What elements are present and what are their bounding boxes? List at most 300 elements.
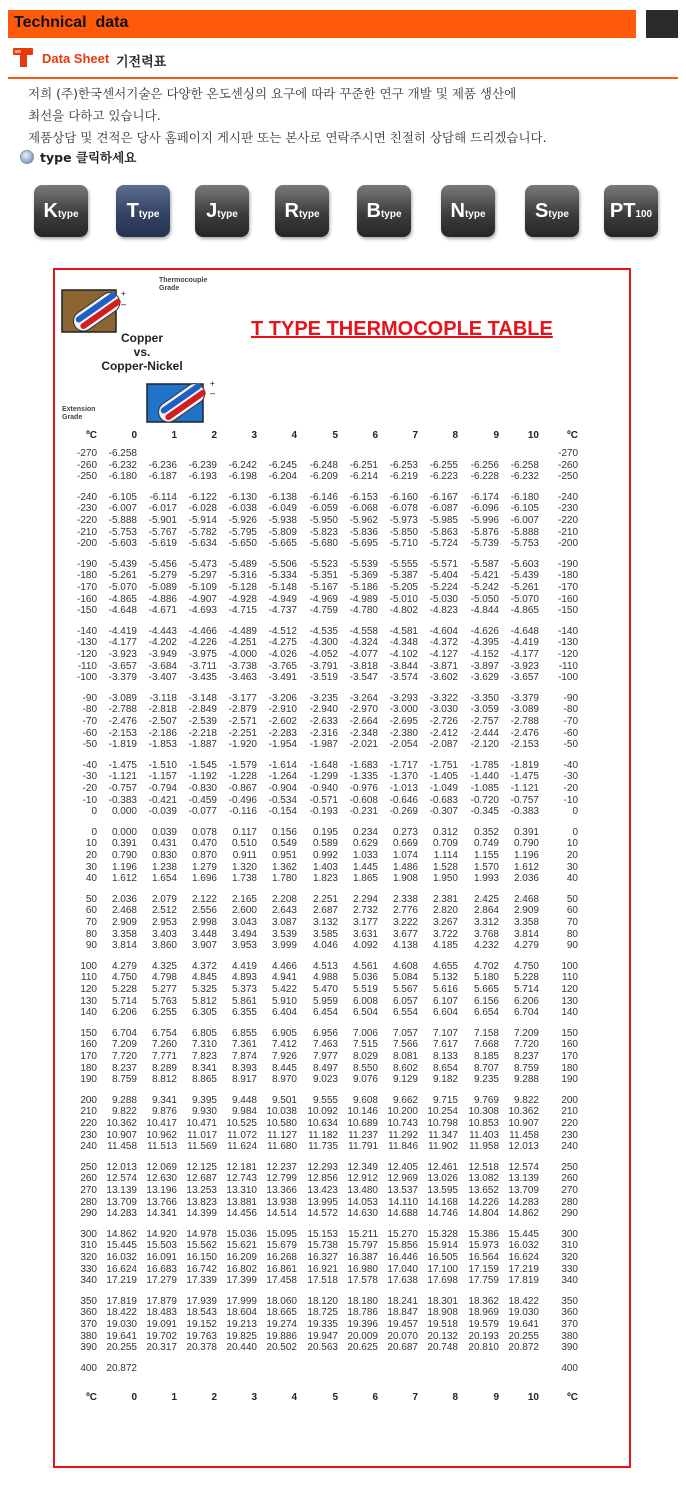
emf-value-cell: 0.549 — [271, 838, 297, 850]
table-row — [70, 850, 600, 862]
emf-value-cell: 14.283 — [508, 1196, 539, 1208]
emf-value-cell: -6.248 — [309, 459, 338, 471]
emf-value-cell: 0.195 — [312, 826, 338, 838]
emf-value-cell: 6.107 — [432, 995, 458, 1007]
emf-value-cell: -3.629 — [470, 672, 499, 684]
emf-value-cell: 12.293 — [307, 1161, 338, 1173]
table-row — [70, 972, 600, 984]
emf-value-cell: -5.753 — [510, 538, 539, 550]
emf-value-cell: 18.483 — [146, 1307, 177, 1319]
emf-value-cell: 14.110 — [388, 1196, 418, 1208]
emf-value-cell: 13.423 — [307, 1185, 338, 1196]
emf-value-cell: 13.995 — [307, 1196, 338, 1208]
emf-value-cell: 18.969 — [468, 1307, 499, 1319]
emf-value-cell: 9.715 — [432, 1094, 458, 1106]
emf-value-cell: -4.177 — [108, 637, 137, 649]
emf-value-cell: 3.448 — [191, 928, 217, 940]
table-row — [70, 739, 600, 751]
emf-value-cell: 15.562 — [186, 1240, 217, 1252]
emf-value-cell: -3.791 — [309, 660, 338, 672]
table-row — [70, 515, 600, 527]
temperature-cell: -270 — [557, 448, 578, 459]
type-button-letter: R — [284, 200, 299, 222]
emf-value-cell: 10.853 — [468, 1118, 499, 1129]
table-row — [70, 1051, 600, 1063]
temperature-cell: 270 — [561, 1185, 578, 1196]
table-row — [70, 873, 600, 885]
type-button-pt100[interactable] — [604, 185, 658, 237]
emf-value-cell: -5.439 — [510, 570, 539, 582]
emf-value-cell: 3.999 — [271, 940, 297, 952]
temperature-cell: 210 — [80, 1106, 97, 1118]
emf-value-cell: 7.361 — [231, 1039, 257, 1051]
emf-value-cell: -3.574 — [389, 672, 418, 684]
table-row — [70, 905, 600, 917]
emf-value-cell: -3.684 — [148, 660, 177, 672]
emf-value-cell: -6.256 — [470, 459, 499, 471]
emf-value-cell: -4.489 — [228, 625, 257, 637]
emf-value-cell: 3.907 — [191, 940, 217, 952]
emf-value-cell: 15.621 — [226, 1240, 257, 1252]
table-header-cell: 3 — [251, 1392, 257, 1404]
emf-value-cell: 0.352 — [473, 826, 499, 838]
temperature-cell: 10 — [85, 838, 97, 850]
emf-value-cell: 12.405 — [387, 1161, 418, 1173]
emf-value-cell: -5.876 — [470, 526, 499, 538]
emf-value-cell: 0.234 — [352, 826, 378, 838]
emf-value-cell: -5.938 — [268, 515, 297, 526]
emf-value-cell: 1.570 — [473, 861, 499, 873]
emf-value-cell: 12.574 — [508, 1161, 539, 1173]
thermocouple-wire-icon — [61, 285, 129, 333]
emf-value-cell: 17.759 — [468, 1275, 499, 1287]
temperature-cell: 90 — [85, 940, 97, 952]
emf-value-cell: -5.782 — [188, 526, 217, 538]
datasheet-logo-icon — [12, 46, 34, 68]
emf-value-cell: 0.273 — [392, 826, 418, 838]
emf-value-cell: 4.513 — [312, 960, 338, 972]
temperature-cell: 130 — [80, 995, 97, 1007]
emf-value-cell: -4.626 — [470, 625, 499, 637]
emf-value-cell: 16.209 — [226, 1252, 257, 1263]
emf-value-cell: 20.132 — [427, 1330, 458, 1342]
emf-value-cell: -1.717 — [389, 759, 418, 771]
type-button-rtype[interactable] — [275, 185, 329, 237]
emf-value-cell: -3.844 — [389, 660, 418, 672]
table-row — [70, 672, 600, 684]
emf-value-cell: -0.269 — [389, 806, 418, 818]
emf-value-cell: 3.814 — [111, 940, 137, 952]
emf-value-cell: -6.153 — [349, 491, 378, 503]
emf-value-cell: 2.998 — [191, 917, 217, 928]
temperature-cell: 220 — [80, 1118, 97, 1129]
emf-value-cell: 13.595 — [427, 1185, 458, 1196]
emf-value-cell: -6.114 — [149, 491, 177, 503]
table-row — [70, 940, 600, 952]
emf-value-cell: 3.631 — [352, 928, 378, 940]
table-header-cell: 2 — [211, 1392, 217, 1404]
emf-value-cell: -4.780 — [349, 605, 378, 617]
emf-value-cell: 19.030 — [508, 1307, 539, 1319]
emf-value-cell: -5.863 — [429, 526, 458, 538]
temperature-cell: 230 — [80, 1129, 97, 1141]
emf-value-cell: 1.196 — [111, 861, 137, 873]
emf-value-cell: 3.087 — [271, 917, 297, 928]
table-row — [70, 538, 600, 550]
type-button-jtype[interactable] — [195, 185, 249, 237]
emf-value-cell: 2.122 — [191, 893, 217, 905]
emf-value-cell: 1.612 — [111, 873, 137, 885]
temperature-cell: -40 — [82, 759, 97, 771]
emf-value-cell: 13.823 — [186, 1196, 217, 1208]
emf-value-cell: 16.327 — [307, 1252, 338, 1263]
emf-value-cell: 0.669 — [392, 838, 418, 850]
emf-value-cell: -1.579 — [228, 759, 257, 771]
emf-value-cell: 19.579 — [468, 1319, 499, 1330]
temperature-cell: 220 — [561, 1118, 578, 1129]
table-header-cell: ºC — [567, 1392, 578, 1404]
emf-value-cell: 2.165 — [231, 893, 257, 905]
emf-value-cell: 6.206 — [111, 1007, 137, 1019]
table-row — [70, 1208, 600, 1220]
emf-value-cell: -3.602 — [429, 672, 458, 684]
emf-value-cell: 14.572 — [307, 1208, 338, 1220]
emf-value-cell: -4.466 — [188, 625, 217, 637]
emf-value-cell: -5.539 — [349, 558, 378, 570]
svg-text:–: – — [210, 388, 216, 398]
emf-value-cell: 19.457 — [387, 1319, 418, 1330]
emf-value-cell: -5.555 — [389, 558, 418, 570]
emf-value-cell: -3.118 — [149, 692, 177, 704]
emf-value-cell: 2.468 — [513, 893, 539, 905]
emf-value-cell: 17.219 — [508, 1263, 539, 1275]
temperature-cell: 110 — [81, 972, 97, 984]
emf-value-cell: -6.096 — [470, 503, 499, 515]
table-row — [70, 503, 600, 515]
emf-value-cell: -2.633 — [309, 716, 338, 727]
table-row — [70, 1342, 600, 1354]
emf-value-cell: -6.068 — [349, 503, 378, 515]
emf-value-cell: -0.345 — [470, 806, 499, 818]
emf-value-cell: 2.036 — [513, 873, 539, 885]
temperature-cell: 340 — [561, 1275, 578, 1287]
emf-value-cell: 13.709 — [508, 1185, 539, 1196]
emf-value-cell: 15.445 — [106, 1240, 137, 1252]
emf-value-cell: 6.754 — [151, 1027, 177, 1039]
temperature-cell: 310 — [561, 1240, 578, 1252]
emf-value-cell: -3.059 — [470, 704, 499, 716]
emf-value-cell: -3.264 — [349, 692, 378, 704]
emf-value-cell: 16.505 — [427, 1252, 458, 1263]
temperature-cell: -200 — [76, 538, 97, 550]
emf-value-cell: -6.078 — [389, 503, 418, 515]
table-row — [70, 637, 600, 649]
emf-value-cell: -6.214 — [349, 471, 378, 483]
temperature-cell: -230 — [76, 503, 97, 515]
emf-value-cell: -6.087 — [429, 503, 458, 515]
emf-value-cell: -5.724 — [429, 538, 458, 550]
emf-value-cell: -6.209 — [309, 471, 338, 483]
emf-value-cell: -6.017 — [148, 503, 177, 515]
emf-value-cell: 5.861 — [231, 995, 257, 1007]
emf-value-cell: 2.381 — [432, 893, 458, 905]
temperature-cell: -100 — [76, 672, 97, 684]
type-button-stype[interactable] — [525, 185, 579, 237]
emf-value-cell: 17.279 — [146, 1275, 177, 1287]
emf-value-cell: 2.036 — [111, 893, 137, 905]
emf-value-cell: -5.650 — [228, 538, 257, 550]
emf-value-cell: -0.757 — [510, 794, 539, 806]
emf-value-cell: 5.422 — [271, 984, 297, 995]
material-positive-label: Copper — [121, 331, 163, 345]
table-row — [70, 929, 600, 941]
emf-value-cell: -2.818 — [148, 704, 177, 716]
type-button-suffix: type — [57, 209, 79, 220]
emf-value-cell: 17.399 — [226, 1275, 257, 1287]
emf-value-cell: 4.941 — [271, 972, 297, 984]
table-row — [70, 1319, 600, 1331]
emf-value-cell: 7.515 — [352, 1039, 378, 1051]
table-header-cell: 2 — [211, 430, 217, 441]
emf-value-cell: 3.539 — [271, 928, 297, 940]
table-row — [70, 471, 600, 483]
emf-value-cell: 9.876 — [151, 1106, 177, 1118]
emf-value-cell: 15.738 — [307, 1240, 338, 1252]
emf-value-cell: 20.502 — [266, 1342, 297, 1354]
emf-value-cell: 2.776 — [392, 905, 418, 917]
emf-value-cell: 17.819 — [508, 1275, 539, 1287]
emf-value-cell: -4.177 — [510, 649, 539, 660]
emf-value-cell: -6.253 — [389, 459, 418, 471]
emf-value-cell: 1.738 — [231, 873, 257, 885]
emf-value-cell: 9.984 — [231, 1106, 257, 1118]
emf-value-cell: 6.404 — [271, 1007, 297, 1019]
intro-text-line: 최선을 다하고 있습니다. — [28, 108, 161, 123]
temperature-cell: -160 — [76, 593, 97, 605]
emf-value-cell: 7.209 — [111, 1039, 137, 1051]
emf-value-cell: 20.748 — [427, 1342, 458, 1354]
emf-value-cell: 0.039 — [151, 826, 177, 838]
temperature-cell: 90 — [566, 940, 578, 952]
emf-value-cell: 5.519 — [352, 984, 378, 995]
emf-value-cell: 5.277 — [151, 984, 177, 995]
type-button-ttype[interactable] — [116, 185, 170, 237]
emf-value-cell: 0.749 — [473, 838, 499, 850]
emf-value-cell: -1.751 — [429, 759, 458, 771]
emf-value-cell: 2.909 — [111, 917, 137, 928]
temperature-cell: 70 — [566, 917, 578, 928]
type-button-ntype[interactable] — [441, 185, 495, 237]
emf-value-cell: 5.325 — [191, 984, 217, 995]
emf-value-cell: -5.914 — [188, 515, 217, 526]
emf-value-cell: -2.251 — [228, 727, 257, 739]
emf-value-cell: 0.431 — [151, 838, 177, 850]
emf-value-cell: -5.587 — [470, 558, 499, 570]
emf-value-cell: -5.996 — [470, 515, 499, 526]
emf-value-cell: -2.380 — [389, 727, 418, 739]
emf-value-cell: 14.978 — [186, 1228, 217, 1240]
emf-value-cell: -2.571 — [228, 716, 257, 727]
emf-value-cell: -2.444 — [470, 727, 499, 739]
emf-value-cell: -6.242 — [228, 459, 257, 471]
type-button-suffix: 100 — [635, 209, 653, 220]
emf-value-cell: 16.921 — [307, 1263, 338, 1275]
temperature-cell: -10 — [563, 794, 578, 806]
emf-value-cell: 2.732 — [352, 905, 378, 917]
temperature-cell: -20 — [563, 783, 578, 794]
temperature-cell: 260 — [561, 1173, 578, 1185]
temperature-cell: -230 — [557, 503, 578, 515]
emf-value-cell: -2.054 — [389, 739, 418, 751]
emf-value-cell: 15.386 — [468, 1228, 499, 1240]
table-row — [70, 795, 600, 807]
emf-value-cell: 8.812 — [151, 1074, 177, 1086]
type-button-ktype[interactable] — [34, 185, 88, 237]
emf-value-cell: -5.089 — [148, 582, 177, 593]
table-row — [70, 961, 600, 973]
emf-value-cell: -5.888 — [510, 526, 539, 538]
emf-value-cell: -4.395 — [470, 637, 499, 649]
emf-value-cell: 9.288 — [513, 1074, 539, 1086]
emf-value-cell: 1.403 — [312, 861, 338, 873]
emf-value-cell: 10.525 — [226, 1118, 257, 1129]
emf-value-cell: -1.954 — [268, 739, 297, 751]
emf-value-cell: 2.251 — [312, 893, 338, 905]
temperature-cell: 360 — [561, 1307, 578, 1319]
emf-value-cell: -1.157 — [148, 771, 177, 783]
emf-value-cell: -4.865 — [108, 593, 137, 605]
emf-value-cell: -5.334 — [268, 570, 297, 582]
emf-value-cell: 12.630 — [146, 1173, 177, 1185]
table-row — [70, 704, 600, 716]
emf-value-cell: 12.349 — [347, 1161, 378, 1173]
temperature-cell: -170 — [76, 582, 97, 593]
emf-value-cell: 12.912 — [347, 1173, 378, 1185]
emf-value-cell: -3.379 — [108, 672, 137, 684]
temperature-cell: 50 — [566, 893, 578, 905]
emf-value-cell: 5.470 — [312, 984, 338, 995]
emf-value-cell: -1.920 — [228, 739, 257, 751]
emf-value-cell: -3.897 — [470, 660, 499, 672]
emf-value-cell: 9.822 — [513, 1094, 539, 1106]
emf-value-cell: 6.504 — [352, 1007, 378, 1019]
emf-value-cell: 7.668 — [473, 1039, 499, 1051]
emf-value-cell: 10.362 — [106, 1118, 137, 1129]
emf-value-cell: 5.812 — [191, 995, 217, 1007]
type-button-btype[interactable] — [357, 185, 411, 237]
emf-value-cell: 12.518 — [468, 1161, 499, 1173]
emf-value-cell: -0.116 — [229, 806, 257, 818]
emf-value-cell: 18.120 — [307, 1295, 338, 1307]
temperature-cell: 40 — [85, 873, 97, 885]
temperature-cell: 0 — [91, 806, 97, 818]
emf-value-cell: -0.421 — [148, 794, 177, 806]
emf-value-cell: 6.604 — [432, 1007, 458, 1019]
emf-value-cell: -5.387 — [389, 570, 418, 582]
datasheet-korean-label: 기전력표 — [116, 55, 167, 70]
emf-value-cell: -1.819 — [510, 759, 539, 771]
table-row — [70, 760, 600, 772]
emf-value-cell: 0.870 — [191, 850, 217, 861]
emf-value-cell: 5.180 — [473, 972, 499, 984]
emf-value-cell: 12.125 — [186, 1161, 217, 1173]
emf-value-cell: -6.049 — [268, 503, 297, 515]
emf-value-cell: 4.325 — [151, 960, 177, 972]
table-row — [70, 1296, 600, 1308]
emf-value-cell: 9.608 — [352, 1094, 378, 1106]
emf-value-cell: 8.759 — [513, 1062, 539, 1074]
emf-value-cell: -4.348 — [389, 637, 418, 649]
emf-value-cell: 7.566 — [392, 1039, 418, 1051]
emf-value-cell: 1.654 — [151, 873, 177, 885]
emf-value-cell: 12.461 — [427, 1161, 458, 1173]
emf-value-cell: 1.780 — [271, 873, 297, 885]
emf-value-cell: 8.707 — [473, 1062, 499, 1074]
conductor-materials-label — [98, 331, 186, 373]
emf-value-cell: -4.226 — [188, 637, 217, 649]
emf-value-cell: -2.757 — [470, 716, 499, 727]
emf-value-cell: -5.351 — [309, 570, 338, 582]
emf-value-cell: 12.687 — [186, 1173, 217, 1185]
emf-value-cell: 6.156 — [473, 995, 499, 1007]
emf-value-cell: 16.742 — [186, 1263, 217, 1275]
emf-value-cell: -6.239 — [188, 459, 217, 471]
emf-value-cell: 18.241 — [387, 1295, 418, 1307]
emf-value-cell: -4.928 — [228, 593, 257, 605]
emf-value-cell: 2.468 — [111, 905, 137, 917]
emf-value-cell: 1.155 — [473, 850, 499, 861]
emf-value-cell: -4.969 — [309, 593, 338, 605]
emf-value-cell: -2.021 — [349, 739, 378, 751]
emf-value-cell: 0.312 — [432, 826, 458, 838]
temperature-cell: -180 — [76, 570, 97, 582]
emf-value-cell: 19.030 — [106, 1319, 137, 1330]
emf-value-cell: 3.358 — [513, 917, 539, 928]
emf-value-cell: 8.185 — [473, 1051, 499, 1062]
emf-value-cell: 4.845 — [191, 972, 217, 984]
emf-value-cell: -2.788 — [108, 704, 137, 716]
emf-value-cell: 18.060 — [266, 1295, 297, 1307]
emf-value-cell: 10.798 — [427, 1118, 458, 1129]
temperature-cell: 30 — [85, 861, 97, 873]
emf-value-cell: -3.293 — [389, 692, 418, 704]
emf-value-cell: 19.091 — [146, 1319, 177, 1330]
emf-value-cell: -5.680 — [309, 538, 338, 550]
emf-value-cell: 6.855 — [231, 1027, 257, 1039]
table-row — [70, 1240, 600, 1252]
emf-value-cell: 17.999 — [226, 1295, 257, 1307]
temperature-cell: -10 — [82, 794, 97, 806]
emf-value-cell: -5.010 — [389, 593, 418, 605]
emf-value-cell: -5.973 — [389, 515, 418, 526]
emf-value-cell: -4.419 — [510, 637, 539, 649]
emf-value-cell: 15.973 — [468, 1240, 499, 1252]
temperature-cell: -270 — [76, 448, 97, 459]
emf-value-cell: 8.970 — [271, 1074, 297, 1086]
emf-value-cell: -5.836 — [349, 526, 378, 538]
emf-value-cell: -5.205 — [389, 582, 418, 593]
emf-value-cell: 11.791 — [348, 1141, 378, 1153]
emf-value-cell: 2.556 — [191, 905, 217, 917]
emf-value-cell: -5.261 — [108, 570, 137, 582]
emf-value-cell: 20.255 — [508, 1330, 539, 1342]
emf-value-cell: 10.254 — [427, 1106, 458, 1118]
temperature-cell: 190 — [80, 1074, 97, 1086]
table-row — [70, 559, 600, 571]
emf-value-cell: 6.905 — [271, 1027, 297, 1039]
table-header-cell: 10 — [527, 430, 539, 441]
emf-value-cell: 5.084 — [392, 972, 418, 984]
